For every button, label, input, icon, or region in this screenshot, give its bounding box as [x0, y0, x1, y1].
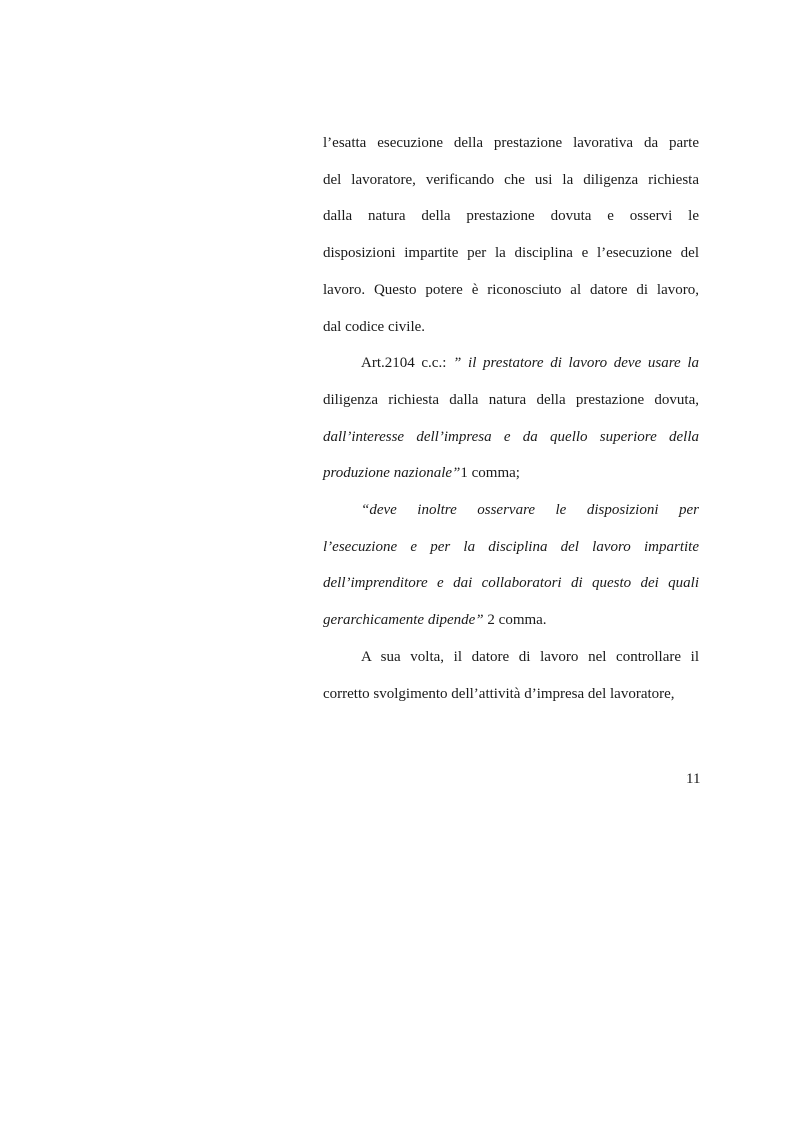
text-line [323, 345, 699, 382]
text-segment: del lavoratore, verificando che usi la diligenza richiesta [323, 171, 699, 188]
text-line [323, 529, 699, 566]
italic-text: l’esecuzione e per la disciplina del lavoro impartite [323, 538, 699, 555]
body-text [323, 125, 699, 712]
italic-text: dall’interesse dell’impresa e da quello superiore della [323, 428, 699, 445]
italic-text: produzione nazionale” [323, 465, 461, 482]
text-segment: dal codice civile. [323, 318, 426, 335]
text-line [323, 492, 699, 529]
text-line [323, 455, 699, 492]
paragraph-3 [323, 492, 699, 639]
italic-text: dell’imprenditore e dai collaboratori di questo dei quali [323, 575, 699, 592]
text-line [323, 419, 699, 456]
text-segment: Art.2104 c.c.: [361, 355, 454, 372]
text-segment: lavoro. Questo potere è riconosciuto al datore di lavoro, [323, 281, 699, 298]
text-segment: A sua volta, il datore di lavoro nel controllare il [361, 648, 699, 665]
text-segment: diligenza richiesta dalla natura della prestazione dovuta, [323, 391, 699, 408]
text-line [323, 639, 699, 676]
text-segment: 1 comma; [460, 465, 520, 482]
paragraph-4 [323, 639, 699, 712]
page-number: 11 [686, 771, 701, 787]
text-line [323, 162, 699, 199]
text-segment: disposizioni impartite per la disciplina e l’esecuzione del [323, 245, 699, 262]
italic-text: gerarchicamente dipende” [323, 612, 484, 629]
text-line [323, 272, 699, 309]
text-line [323, 235, 699, 272]
italic-text: ” il prestatore di lavoro deve usare la [453, 355, 699, 372]
text-segment: 2 comma. [483, 612, 547, 629]
text-line [323, 309, 699, 346]
text-segment: corretto svolgimento dell’attività d’impresa del lavoratore, [323, 685, 675, 702]
text-line [323, 382, 699, 419]
text-line [323, 565, 699, 602]
text-line [323, 198, 699, 235]
text-line [323, 602, 699, 639]
italic-text: “deve inoltre osservare le disposizioni per [361, 502, 699, 519]
text-segment: l’esatta esecuzione della prestazione lavorativa da parte [323, 135, 699, 151]
paragraph-2 [323, 345, 699, 492]
text-line [323, 125, 699, 162]
text-segment: dalla natura della prestazione dovuta e osservi le [323, 208, 699, 225]
paragraph-1 [323, 125, 699, 345]
text-line [323, 676, 699, 713]
